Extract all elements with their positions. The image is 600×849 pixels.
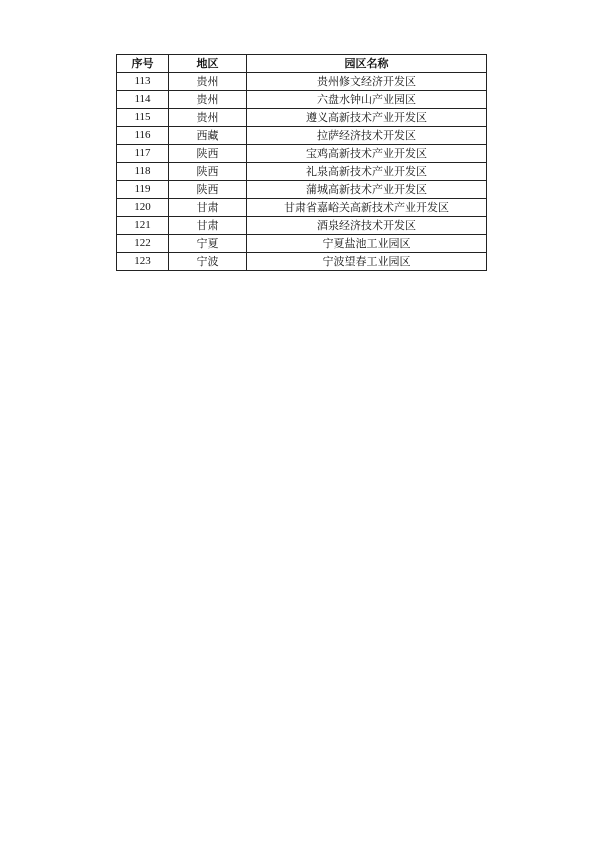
cell-serial-number: 113 [117,73,169,91]
table-row [117,163,487,181]
table-row [117,199,487,217]
header-park-name: 园区名称 [247,55,487,73]
cell-park-name: 六盘水钟山产业园区 [247,91,487,109]
cell-region: 西藏 [169,127,247,145]
cell-serial-number: 117 [117,145,169,163]
cell-park-name: 遵义高新技术产业开发区 [247,109,487,127]
cell-serial-number: 121 [117,217,169,235]
cell-region: 宁夏 [169,235,247,253]
header-region: 地区 [169,55,247,73]
table-row [117,235,487,253]
cell-park-name: 礼泉高新技术产业开发区 [247,163,487,181]
cell-region: 甘肃 [169,199,247,217]
cell-region: 贵州 [169,91,247,109]
table-row [117,217,487,235]
table-row [117,181,487,199]
cell-park-name: 宁波望春工业园区 [247,253,487,271]
cell-serial-number: 120 [117,199,169,217]
table-header-row [117,55,487,73]
cell-region: 甘肃 [169,217,247,235]
table-row [117,91,487,109]
cell-park-name: 酒泉经济技术开发区 [247,217,487,235]
industrial-park-table [116,54,487,271]
cell-region: 陕西 [169,181,247,199]
cell-serial-number: 119 [117,181,169,199]
cell-region: 贵州 [169,109,247,127]
cell-park-name: 宝鸡高新技术产业开发区 [247,145,487,163]
cell-region: 陕西 [169,145,247,163]
cell-region: 宁波 [169,253,247,271]
cell-park-name: 蒲城高新技术产业开发区 [247,181,487,199]
table-row [117,253,487,271]
cell-park-name: 拉萨经济技术开发区 [247,127,487,145]
header-serial-number: 序号 [117,55,169,73]
cell-region: 陕西 [169,163,247,181]
cell-park-name: 甘肃省嘉峪关高新技术产业开发区 [247,199,487,217]
table-row [117,109,487,127]
cell-serial-number: 114 [117,91,169,109]
cell-park-name: 贵州修文经济开发区 [247,73,487,91]
table-row [117,145,487,163]
cell-serial-number: 115 [117,109,169,127]
cell-serial-number: 116 [117,127,169,145]
table-row [117,73,487,91]
cell-serial-number: 118 [117,163,169,181]
cell-serial-number: 123 [117,253,169,271]
cell-park-name: 宁夏盐池工业园区 [247,235,487,253]
cell-region: 贵州 [169,73,247,91]
table-row [117,127,487,145]
cell-serial-number: 122 [117,235,169,253]
